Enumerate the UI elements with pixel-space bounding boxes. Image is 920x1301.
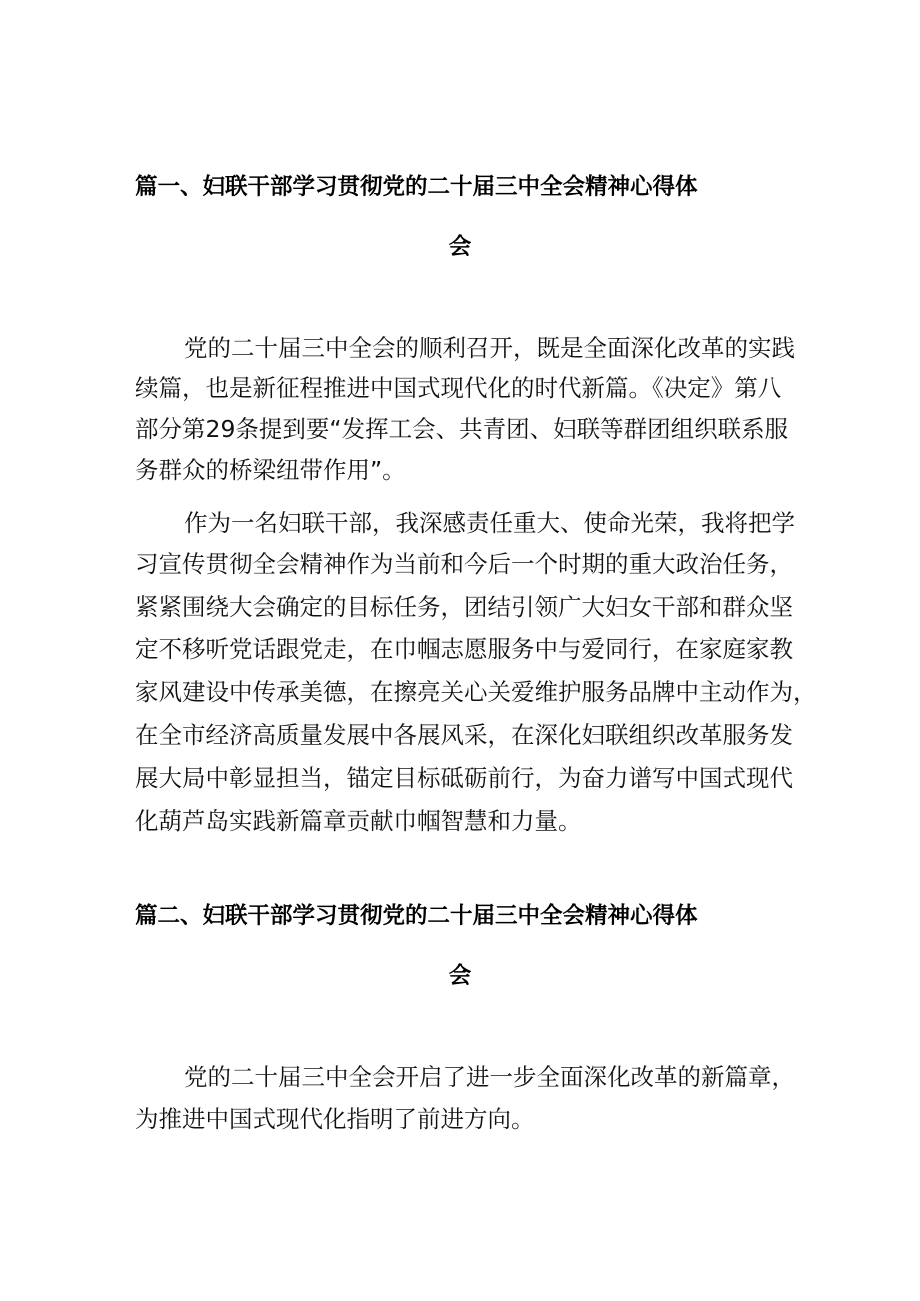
s1-p2-line-2: 习宣传贯彻全会精神作为当前和今后一个时期的重大政治任务， [135,550,793,578]
s1-p1-line-2: 续篇，也是新征程推进中国式现代化的时代新篇。《决定》第八 [135,374,782,402]
s1-p2-line-7: 展大局中彰显担当，锚定目标砥砺前行，为奋力谱写中国式现代 [135,764,793,792]
section-1-heading-line-2: 会 [448,234,472,260]
section-2-heading-line-2: 会 [448,963,472,989]
s1-p2-line-8: 化葫芦岛实践新篇章贡献巾帼智慧和力量。 [135,807,582,835]
s1-p2-line-6: 在全市经济高质量发展中各展风采，在深化妇联组织改革服务发 [135,721,793,749]
s1-p2-line-5: 家风建设中传承美德，在擦亮关心关爱维护服务品牌中主动作为， [135,678,817,706]
s1-p2-line-3: 紧紧围绕大会确定的目标任务，团结引领广大妇女干部和群众坚 [135,593,793,621]
s2-p1-line-2: 为推进中国式现代化指明了前进方向。 [135,1105,535,1133]
s1-p2-line-1: 作为一名妇联干部，我深感责任重大、使命光荣，我将把学 [184,509,795,537]
s1-p1-line-3: 部分第29条提到要“发挥工会、共青团、妇联等群团组织联系服 [135,415,789,443]
s2-p1-line-1: 党的二十届三中全会开启了进一步全面深化改革的新篇章， [184,1063,795,1091]
s1-p1-line-4: 务群众的桥梁纽带作用”。 [135,456,406,484]
section-1-heading-line-1: 篇一、妇联干部学习贯彻党的二十届三中全会精神心得体 [135,174,698,200]
section-2-heading-line-1: 篇二、妇联干部学习贯彻党的二十届三中全会精神心得体 [135,903,698,929]
s1-p1-line-1: 党的二十届三中全会的顺利召开，既是全面深化改革的实践 [184,334,795,362]
s1-p2-line-4: 定不移听党话跟党走，在巾帼志愿服务中与爱同行，在家庭家教 [135,635,793,663]
